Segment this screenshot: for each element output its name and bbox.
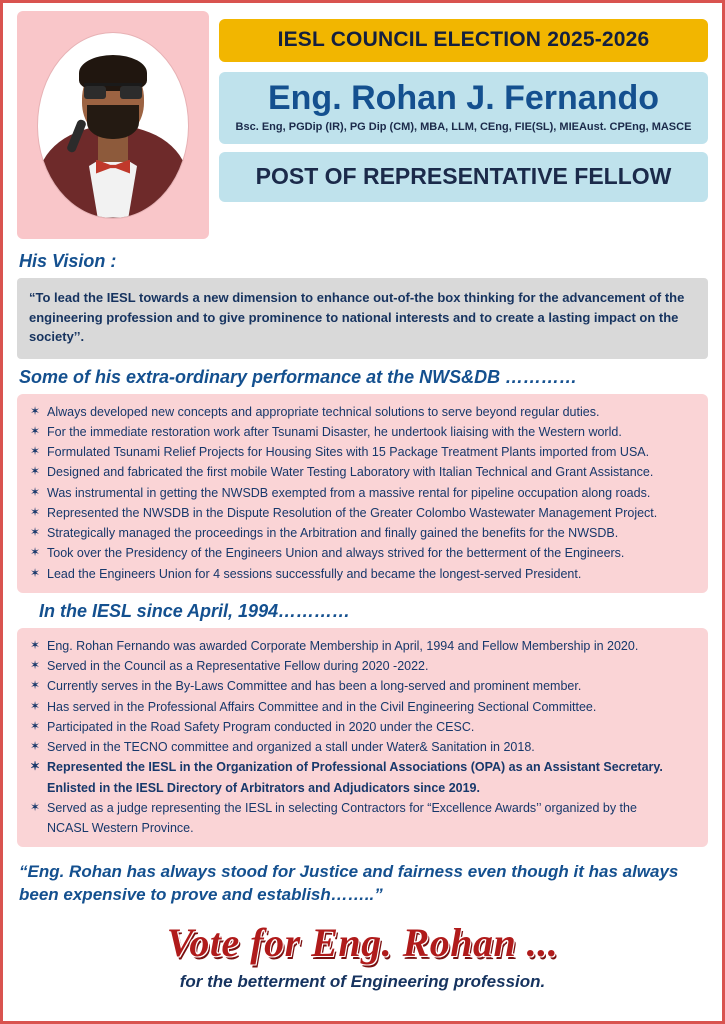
- bullet-star-icon: ✶: [30, 678, 41, 693]
- candidate-photo: [17, 11, 209, 239]
- portrait-neck: [98, 136, 128, 162]
- bullet-star-icon: ✶: [30, 799, 41, 814]
- list-item: [27, 422, 698, 442]
- list-item-text: Participated in the Road Safety Program conducted in 2020 under the CESC.: [47, 719, 475, 734]
- list-item-text: Eng. Rohan Fernando was awarded Corporate Membership in April, 1994 and Fellow Membership in 2020.: [47, 638, 639, 653]
- vision-text: “To lead the IESL towards a new dimension to enhance out-of-the box thinking for the advancement of the engineering profession and to give prominence to national interests and to create a lasting impact on the society’’.: [17, 278, 708, 359]
- iesl-list: [27, 636, 698, 839]
- list-item: [27, 636, 698, 656]
- candidate-qualifications: Bsc. Eng, PGDip (IR), PG Dip (CM), MBA, LLM, CEng, FIE(SL), MIEAust. CPEng, MASCE: [235, 120, 692, 133]
- bullet-star-icon: ✶: [30, 698, 41, 713]
- list-item-text: Always developed new concepts and appropriate technical solutions to serve beyond regular duties.: [47, 404, 600, 419]
- footer-tagline: for the betterment of Engineering profession.: [179, 972, 546, 992]
- vision-heading: His Vision :: [19, 251, 117, 271]
- sunglasses-icon: [84, 83, 142, 100]
- candidate-name-band: [219, 72, 708, 144]
- bullet-star-icon: ✶: [30, 484, 41, 499]
- bullet-star-icon: ✶: [30, 423, 41, 438]
- list-item: [27, 543, 698, 563]
- list-item-subtext: Enlisted in the IESL Directory of Arbitrators and Adjudicators since 2019.: [47, 780, 480, 795]
- list-item: [27, 442, 698, 462]
- bullet-star-icon: ✶: [30, 403, 41, 418]
- list-item-text: For the immediate restoration work after Tsunami Disaster, he undertook liaising with the Western world.: [47, 424, 622, 439]
- list-item: [27, 483, 698, 503]
- header-text-column: [219, 11, 708, 202]
- list-item-text: Formulated Tsunami Relief Projects for Housing Sites with 15 Package Treatment Plants imported from USA.: [47, 445, 650, 459]
- iesl-heading: In the IESL since April, 1994…………: [39, 600, 351, 621]
- list-item-text: Designed and fabricated the first mobile Water Testing Laboratory with Italian Technical and Grant Assistance.: [47, 465, 654, 480]
- election-title: IESL COUNCIL ELECTION 2025-2026: [219, 19, 708, 62]
- closing-quote: “Eng. Rohan has always stood for Justice and fairness even though it has always been expensive to prove and establish……..”: [19, 862, 679, 905]
- list-item: [27, 757, 698, 798]
- bullet-star-icon: ✶: [30, 565, 41, 580]
- list-item: [27, 523, 698, 543]
- post-title: POST OF REPRESENTATIVE FELLOW: [219, 152, 708, 202]
- vote-call-to-action: Vote for Eng. Rohan ...: [166, 920, 559, 966]
- list-item: [27, 503, 698, 523]
- list-item-text: Represented the IESL in the Organization of Professional Associations (OPA) as an Assistant Secretary.: [47, 760, 663, 775]
- bullet-star-icon: ✶: [30, 718, 41, 733]
- list-item: [27, 798, 698, 839]
- list-item: [27, 697, 698, 717]
- bullet-star-icon: ✶: [30, 504, 41, 519]
- list-item-text: Represented the NWSDB in the Dispute Resolution of the Greater Colombo Wastewater Management Project.: [47, 505, 658, 520]
- bullet-star-icon: ✶: [30, 525, 41, 539]
- portrait-oval: [37, 32, 189, 219]
- list-item: [27, 402, 698, 422]
- candidate-name: Eng. Rohan J. Fernando: [267, 79, 660, 117]
- bullet-star-icon: ✶: [30, 464, 41, 479]
- list-item-text: Strategically managed the proceedings in the Arbitration and finally gained the benefits for the NWSDB.: [47, 526, 619, 540]
- performance-box: [17, 394, 708, 593]
- list-item: [27, 676, 698, 696]
- list-item-subtext: NCASL Western Province.: [47, 821, 194, 835]
- poster-header: [17, 11, 708, 243]
- list-item-text: Has served in the Professional Affairs Committee and in the Civil Engineering Sectional Committee.: [47, 699, 597, 714]
- bullet-star-icon: ✶: [30, 545, 41, 560]
- bullet-star-icon: ✶: [30, 444, 41, 458]
- portrait-beard: [87, 105, 139, 139]
- bullet-star-icon: ✶: [30, 759, 41, 774]
- list-item: [27, 462, 698, 482]
- list-item-text: Served in the TECNO committee and organized a stall under Water& Sanitation in 2018.: [47, 740, 535, 754]
- list-item-text: Served as a judge representing the IESL in selecting Contractors for “Excellence Awards’’ organized by the: [47, 800, 637, 815]
- iesl-box: [17, 628, 708, 848]
- performance-list: [27, 402, 698, 584]
- list-item: [27, 717, 698, 737]
- bullet-star-icon: ✶: [30, 739, 41, 753]
- list-item: [27, 564, 698, 584]
- performance-heading: Some of his extra-ordinary performance at the NWS&DB …………: [19, 366, 578, 387]
- list-item-text: Was instrumental in getting the NWSDB exempted from a massive rental for pipeline occupation along roads.: [47, 485, 651, 500]
- bullet-star-icon: ✶: [30, 658, 41, 672]
- list-item-text: Lead the Engineers Union for 4 sessions successfully and became the longest-served President.: [47, 566, 582, 581]
- list-item: [27, 737, 698, 757]
- list-item-text: Served in the Council as a Representative Fellow during 2020 -2022.: [47, 659, 429, 673]
- list-item-text: Currently serves in the By-Laws Committee and has been a long-served and prominent member.: [47, 679, 582, 694]
- list-item-text: Took over the Presidency of the Engineers Union and always strived for the betterment of the Engineers.: [47, 546, 625, 561]
- list-item: [27, 656, 698, 676]
- bullet-star-icon: ✶: [30, 637, 41, 652]
